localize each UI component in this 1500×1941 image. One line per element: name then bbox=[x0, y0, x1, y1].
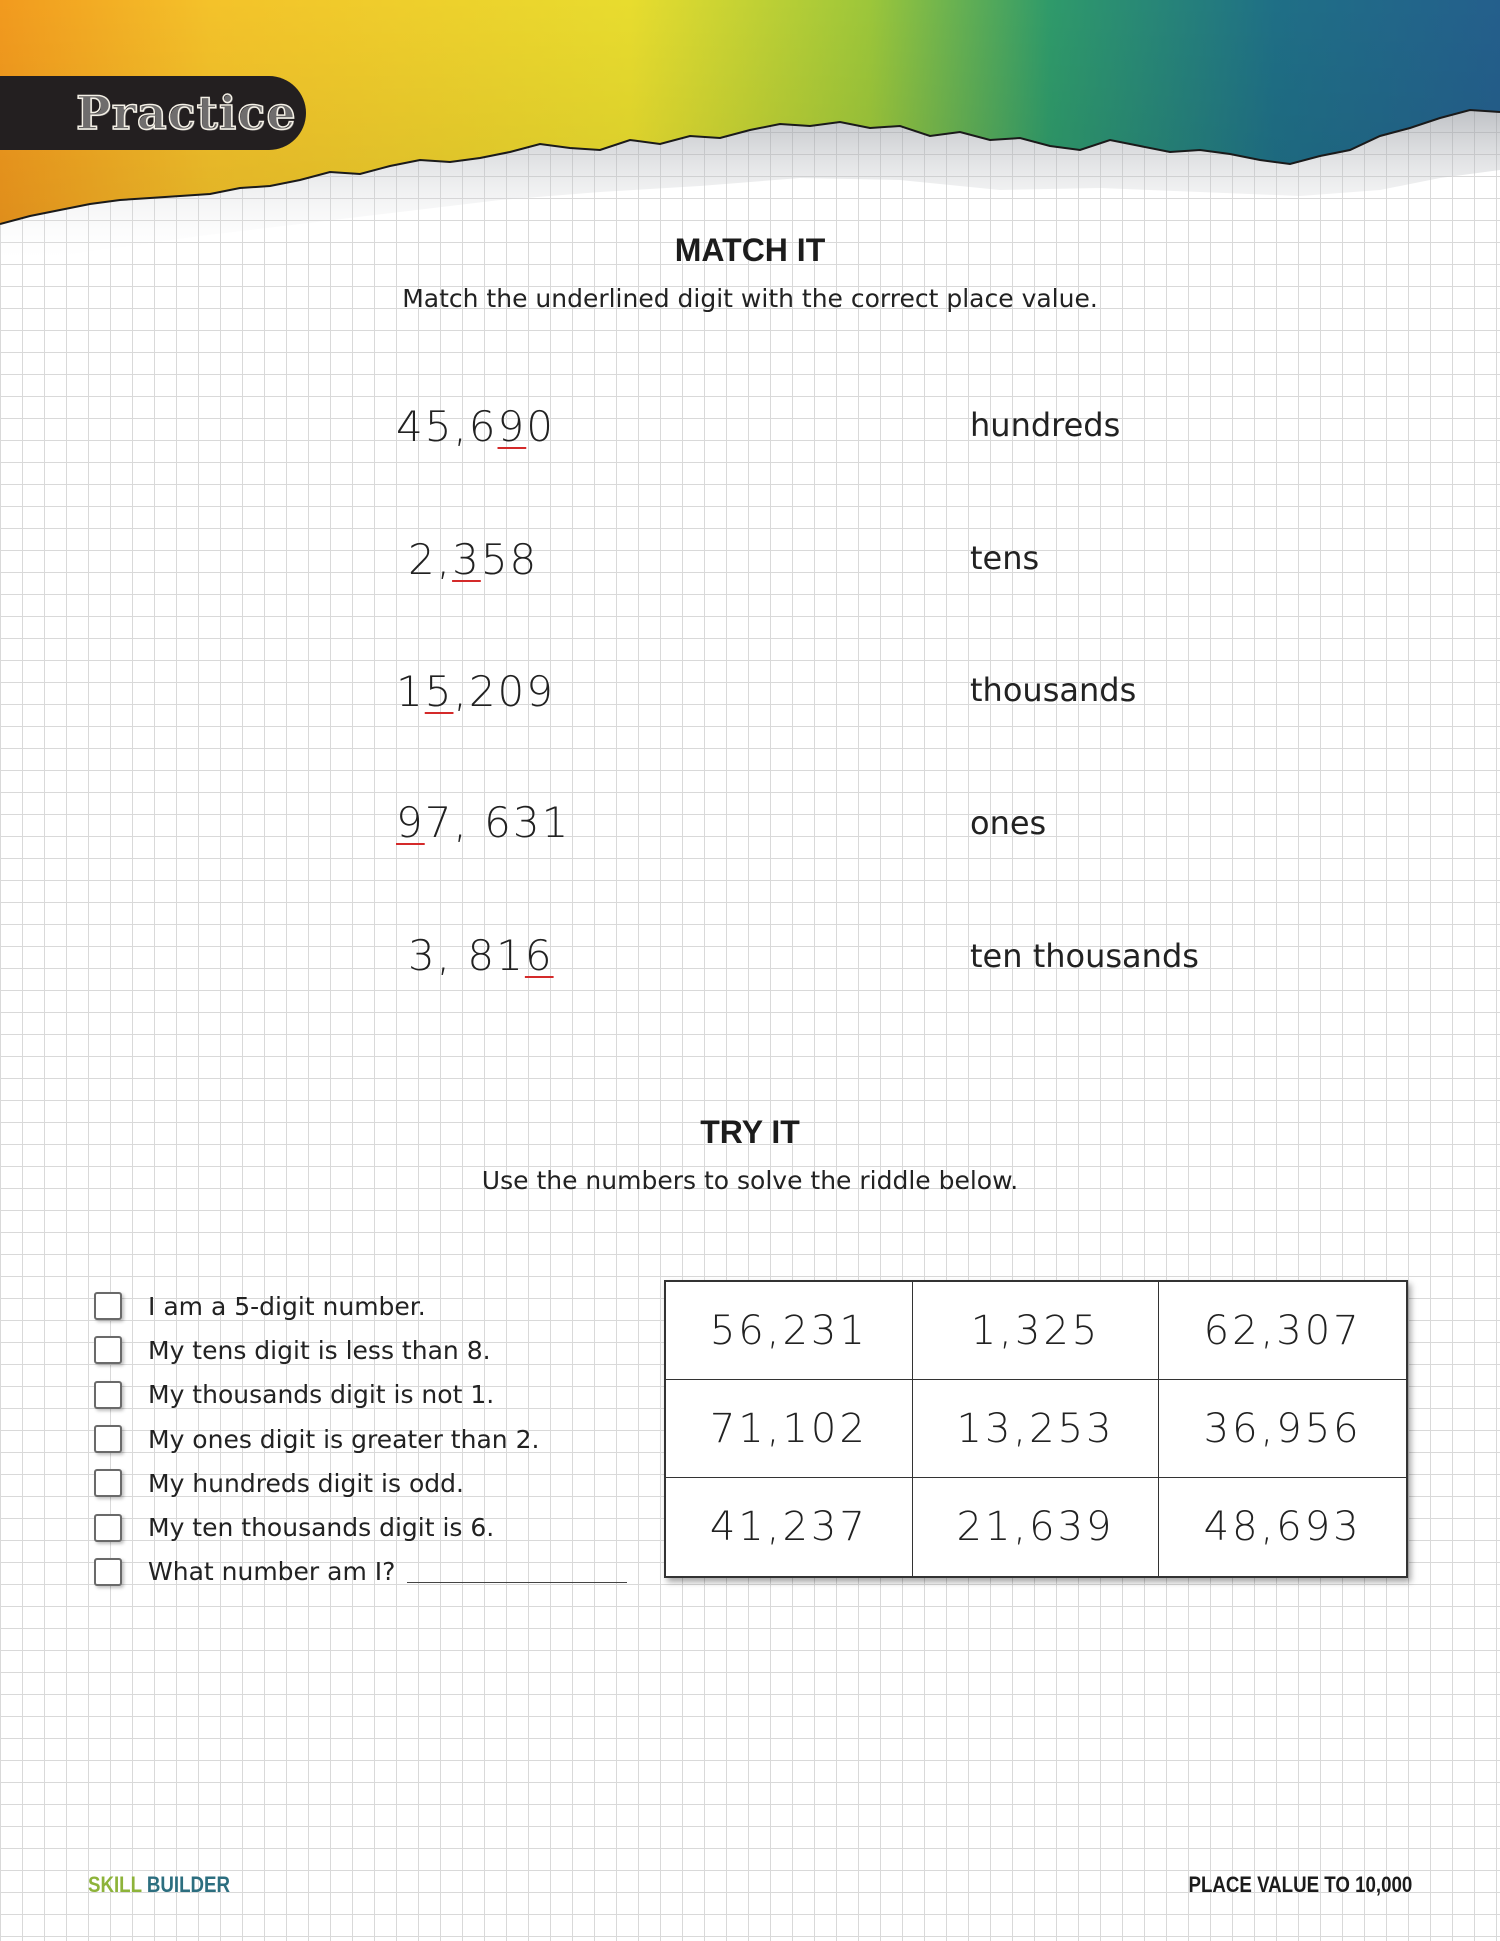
underlined-digit: 9 bbox=[497, 402, 527, 451]
list-item bbox=[94, 1505, 634, 1549]
place-value-option-2[interactable]: tens bbox=[970, 539, 1040, 577]
match-number-5 bbox=[408, 931, 668, 991]
number-part: 58 bbox=[480, 535, 539, 584]
clue-text: My tens digit is less than 8. bbox=[148, 1335, 491, 1365]
number-part: 1 bbox=[396, 667, 425, 716]
footer-topic: PLACE VALUE TO 10,000 bbox=[1188, 1872, 1412, 1897]
underlined-digit: 6 bbox=[524, 931, 554, 980]
number-part: 45,6 bbox=[396, 402, 498, 451]
list-item bbox=[94, 1550, 634, 1594]
match-number-2 bbox=[408, 535, 668, 595]
number-cell[interactable]: 48,693 bbox=[1203, 1504, 1362, 1550]
footer-skill-text: SKILL bbox=[88, 1872, 142, 1897]
number-cell[interactable]: 41,237 bbox=[666, 1478, 913, 1576]
match-number-1 bbox=[396, 402, 656, 462]
answer-line[interactable] bbox=[407, 1560, 627, 1583]
place-value-option-1[interactable]: hundreds bbox=[970, 406, 1121, 444]
match-number-3 bbox=[396, 667, 656, 727]
clue-text: What number am I? bbox=[148, 1557, 396, 1587]
number-cell[interactable]: 21,639 bbox=[913, 1478, 1160, 1576]
try-it-instruction: Use the numbers to solve the riddle below. bbox=[481, 1166, 1019, 1195]
checkbox[interactable] bbox=[94, 1292, 122, 1320]
clue-text: I am a 5-digit number. bbox=[148, 1291, 426, 1321]
practice-tab bbox=[0, 76, 306, 150]
number-part: 7, 631 bbox=[424, 798, 571, 847]
number-part: 2, bbox=[408, 535, 453, 584]
footer-builder-text: BUILDER bbox=[146, 1872, 231, 1897]
place-value-option-3[interactable]: thousands bbox=[970, 671, 1137, 709]
number-part: ,209 bbox=[453, 667, 555, 716]
practice-label: Practice bbox=[76, 86, 297, 140]
place-value-option-5[interactable]: ten thousands bbox=[970, 937, 1199, 975]
clue-text: My hundreds digit is odd. bbox=[148, 1468, 464, 1498]
underlined-digit: 5 bbox=[424, 667, 454, 716]
match-it-title: MATCH IT bbox=[674, 232, 826, 268]
underlined-digit: 3 bbox=[452, 535, 481, 584]
try-it-title: TRY IT bbox=[700, 1114, 800, 1150]
checkbox[interactable] bbox=[94, 1514, 122, 1542]
clue-text: My thousands digit is not 1. bbox=[148, 1380, 495, 1410]
number-cell[interactable]: 71,102 bbox=[666, 1380, 913, 1478]
list-item bbox=[94, 1284, 634, 1328]
list-item bbox=[94, 1417, 634, 1461]
checkbox[interactable] bbox=[94, 1336, 122, 1364]
list-item bbox=[94, 1461, 634, 1505]
number-cell[interactable]: 56,231 bbox=[666, 1282, 913, 1380]
checkbox[interactable] bbox=[94, 1381, 122, 1409]
match-number-4 bbox=[396, 798, 656, 858]
list-item bbox=[94, 1373, 634, 1417]
match-it-instruction: Match the underlined digit with the correct place value. bbox=[402, 284, 1098, 313]
number-part: 0 bbox=[526, 402, 555, 451]
checkbox[interactable] bbox=[94, 1425, 122, 1453]
number-cell[interactable]: 13,253 bbox=[913, 1380, 1160, 1478]
checkbox[interactable] bbox=[94, 1558, 122, 1586]
footer-brand bbox=[88, 1872, 230, 1898]
number-part: 3, 81 bbox=[408, 931, 525, 980]
place-value-option-4[interactable]: ones bbox=[970, 804, 1047, 842]
riddle-clue-list bbox=[94, 1284, 634, 1594]
checkbox[interactable] bbox=[94, 1469, 122, 1497]
underlined-digit: 9 bbox=[396, 798, 425, 847]
number-choice-grid bbox=[664, 1280, 1408, 1578]
number-cell[interactable]: 36,956 bbox=[1159, 1380, 1406, 1478]
clue-text: My ten thousands digit is 6. bbox=[148, 1513, 495, 1543]
number-cell[interactable]: 1,325 bbox=[913, 1282, 1160, 1380]
list-item bbox=[94, 1328, 634, 1372]
number-cell[interactable]: 62,307 bbox=[1159, 1282, 1406, 1380]
clue-text: My ones digit is greater than 2. bbox=[148, 1424, 540, 1454]
